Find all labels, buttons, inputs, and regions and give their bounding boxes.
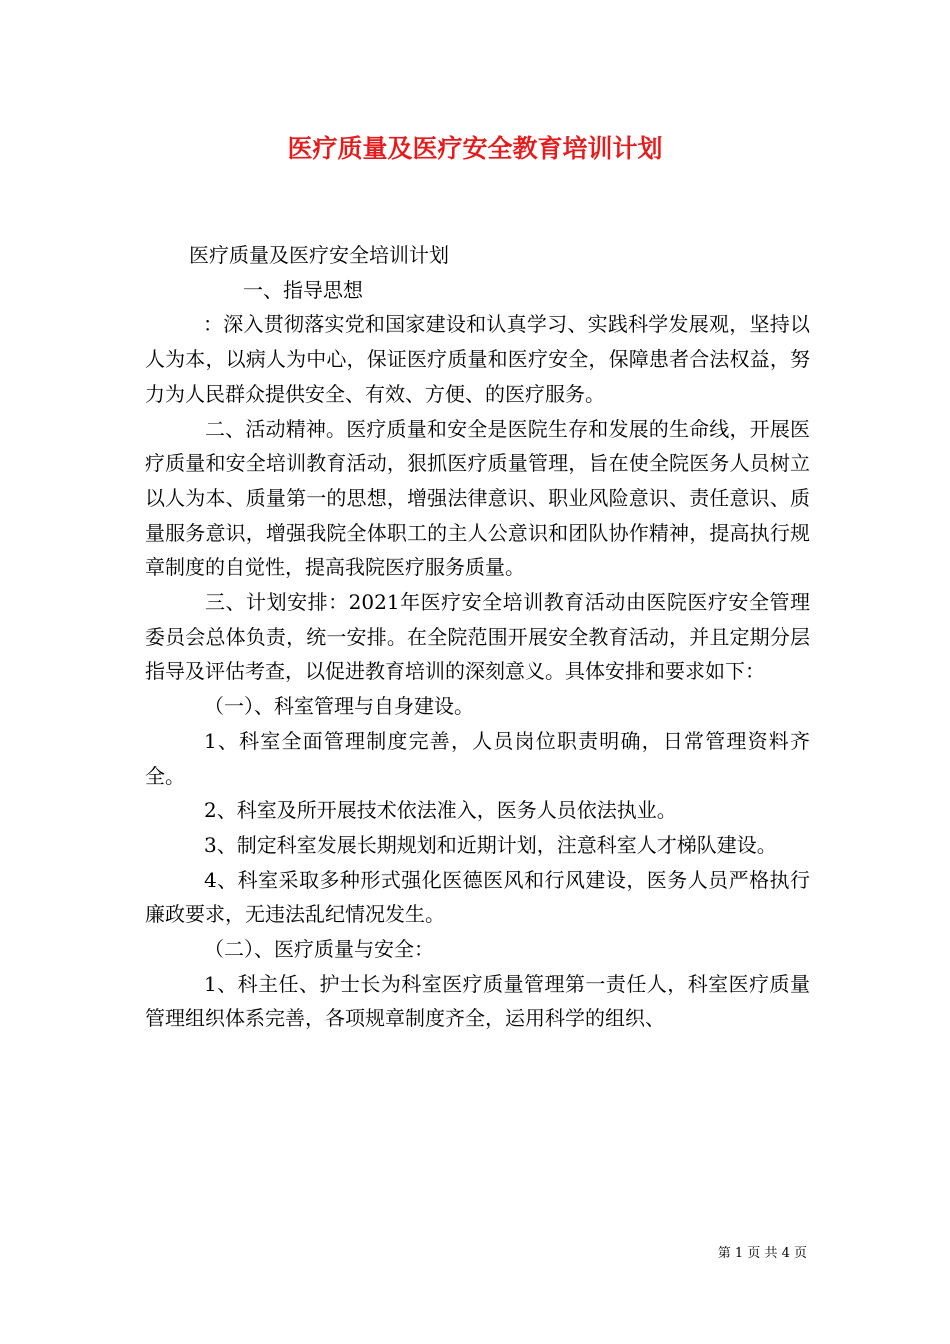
- list-item-quality-1: 1、科主任、护士长为科室医疗质量管理第一责任人，科室医疗质量管理组织体系完善，各项规章制度齐全，运用科学的组织、: [145, 971, 810, 1031]
- list-item-dept-4: 4、科室采取多种形式强化医德医风和行风建设，医务人员严格执行廉政要求，无违法乱纪情况发生。: [145, 867, 810, 927]
- list-item-dept-3: 3、制定科室发展长期规划和近期计划，注意科室人才梯队建设。: [204, 832, 777, 857]
- paragraph-activity-spirit: 二、活动精神。医疗质量和安全是医院生存和发展的生命线，开展医疗质量和安全培训教育活动，狠抓医疗质量管理，旨在使全院医务人员树立以人为本、质量第一的思想，增强法律意识、职业风险意识、责任意识、质量服务意识，增强我院全体职工的主人公意识和团队协作精神，提高执行规章制度的自觉性，提高我院医疗服务质量。: [145, 416, 810, 580]
- list-item-dept-1: 1、科室全面管理制度完善，人员岗位职责明确，日常管理资料齐全。: [145, 728, 810, 788]
- document-body: [145, 238, 810, 1036]
- paragraph-plan-arrangement: 三、计划安排：2021年医疗安全培训教育活动由医院医疗安全管理委员会总体负责，统一安排。在全院范围开展安全教育活动，并且定期分层指导及评估考查，以促进教育培训的深刻意义。具体安排和要求如下：: [145, 590, 810, 684]
- page-footer: 第 1 页 共 4 页: [717, 1246, 807, 1261]
- list-item-dept-2: 2、科室及所开展技术依法准入，医务人员依法执业。: [204, 798, 677, 823]
- paragraph-subtitle: 医疗质量及医疗安全培训计划: [189, 243, 449, 267]
- document-title: 医疗质量及医疗安全教育培训计划: [287, 134, 663, 163]
- paragraph-guiding-thought: ：深入贯彻落实党和国家建设和认真学习、实践科学发展观，坚持以人为本，以病人为中心，保证医疗质量和医疗安全，保障患者合法权益，努力为人民群众提供安全、有效、方便、的医疗服务。: [145, 312, 810, 406]
- heading-guiding-thought: 一、指导思想: [243, 277, 363, 302]
- heading-dept-management: （一）、科室管理与自身建设。: [204, 694, 474, 719]
- heading-quality-safety: （二）、医疗质量与安全：: [204, 937, 434, 962]
